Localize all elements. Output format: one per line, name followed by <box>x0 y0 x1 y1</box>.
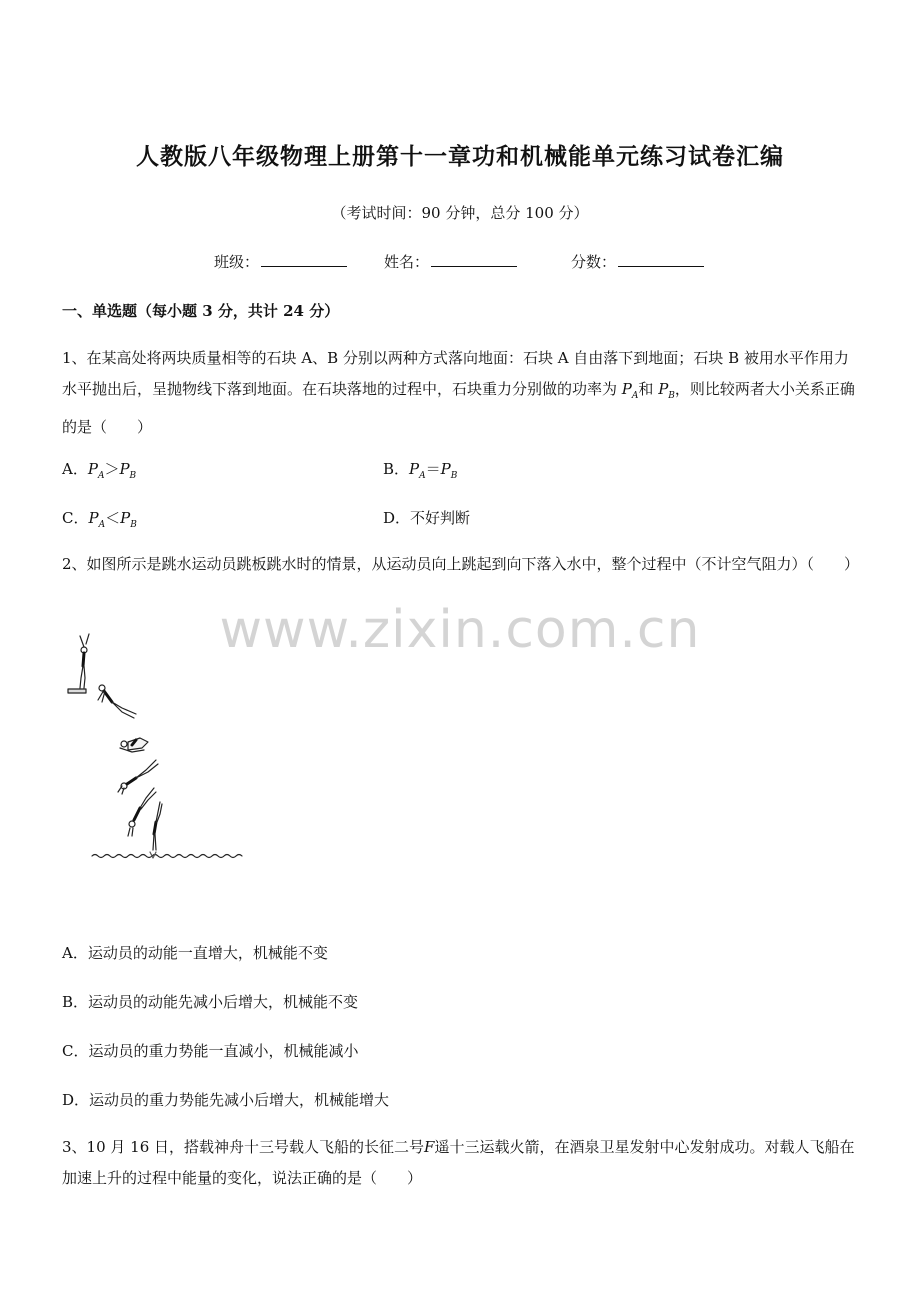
q3-text-b: 遥十三运载火箭，在酒泉卫星发射中心发射成功。对载人飞船在加速上升的过程中能量的变化，说法正确的是（ ） <box>62 1138 855 1187</box>
q1-and: 和 <box>638 380 654 398</box>
score-blank[interactable] <box>618 252 704 267</box>
diver-pike <box>98 685 136 718</box>
q1-option-c[interactable]: C．$P_A<P_B$ <box>62 509 137 530</box>
watermark: www.zixin.com.cn <box>219 600 701 660</box>
diver-stretch <box>118 760 158 794</box>
pa-symbol: $P_A$ <box>621 380 639 401</box>
q2-option-b[interactable]: B．运动员的动能先减小后增大，机械能不变 <box>62 993 359 1011</box>
q2-option-d[interactable]: D．运动员的重力势能先减小后增大，机械能增大 <box>62 1091 390 1109</box>
class-label: 班级： <box>214 253 260 271</box>
section-heading: 一、单选题（每小题 3 分，共计 24 分） <box>62 302 340 320</box>
diver-standing <box>80 634 89 688</box>
score-field[interactable] <box>571 251 704 272</box>
diver-entry <box>153 802 162 850</box>
exam-subtitle: （考试时间：90 分钟，总分 100 分） <box>331 204 589 222</box>
score-label: 分数： <box>571 253 617 271</box>
diving-board <box>68 689 86 693</box>
q1-option-d[interactable]: D．不好判断 <box>383 509 471 527</box>
name-blank[interactable] <box>431 252 517 267</box>
question-1 <box>62 343 862 443</box>
q1-option-b[interactable]: B．$P_A=P_B$ <box>383 460 458 481</box>
class-field[interactable] <box>214 251 347 272</box>
diving-figure <box>62 628 262 868</box>
water-surface <box>92 855 242 858</box>
q3-text-a: 3、10 月 16 日，搭载神舟十三号载人飞船的长征二号 <box>62 1138 425 1156</box>
diver-headfirst <box>128 788 156 836</box>
document-title: 人教版八年级物理上册第十一章功和机械能单元练习试卷汇编 <box>136 143 784 170</box>
q1-text-a: 1、在某高处将两块质量相等的石块 A、B 分别以两种方式落向地面：石块 A 自由落下到地面；石块 B 被用水平作用力水平抛出后，呈抛物线下落到地面。在石块落地的过程中，石块重力分别做的功率为 <box>62 349 849 398</box>
q1-text-b: ，则比较两者大小关系正确的是（ ） <box>62 380 855 436</box>
diver-tuck <box>120 738 148 752</box>
name-field[interactable] <box>384 251 517 272</box>
q3-f-symbol: F <box>424 1138 435 1156</box>
question-3 <box>62 1132 862 1194</box>
question-2: 2、如图所示是跳水运动员跳板跳水时的情景，从运动员向上跳起到向下落入水中，整个过程中（不计空气阻力）（ ） <box>62 555 860 573</box>
name-label: 姓名： <box>384 253 430 271</box>
q1-option-a[interactable]: A．$P_A>P_B$ <box>62 460 137 481</box>
class-blank[interactable] <box>261 252 347 267</box>
pb-symbol: $P_B$ <box>658 380 675 401</box>
q2-option-c[interactable]: C．运动员的重力势能一直减小，机械能减小 <box>62 1042 359 1060</box>
q2-option-a[interactable]: A．运动员的动能一直增大，机械能不变 <box>62 944 328 962</box>
